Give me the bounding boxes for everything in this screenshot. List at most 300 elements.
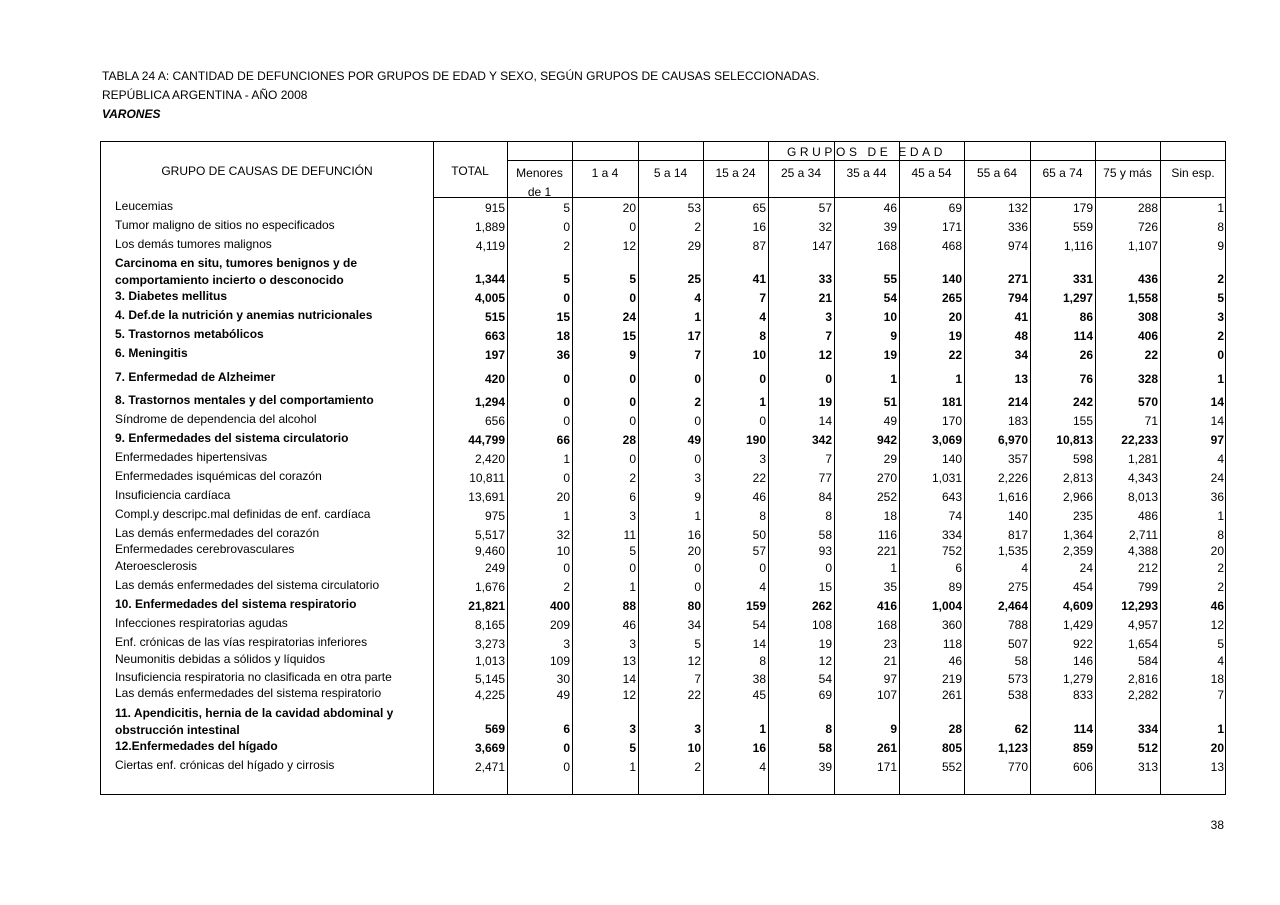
age-cell: 16 [752, 220, 766, 234]
age-cell: 0 [694, 372, 701, 386]
age-cell: 16 [687, 528, 701, 542]
row-label-line: Insuficiencia respiratoria no clasificada en otra parte [115, 670, 392, 684]
age-cell: 331 [1072, 272, 1093, 286]
age-cell: 14 [1210, 414, 1224, 428]
age-cell: 20 [622, 201, 636, 215]
age-cell: 1 [890, 561, 897, 575]
age-cell: 271 [1007, 272, 1028, 286]
age-cell: 62 [1014, 722, 1028, 736]
age-cell: 8,013 [1127, 490, 1158, 504]
row-label [115, 634, 433, 651]
row-label [115, 615, 433, 632]
age-cell: 573 [1007, 672, 1028, 686]
age-cell: 51 [883, 395, 897, 409]
age-cell: 57 [818, 201, 832, 215]
age-cell: 22 [752, 471, 766, 485]
age-cell: 0 [629, 414, 636, 428]
age-cell: 406 [1137, 329, 1158, 343]
age-cell: 1 [694, 509, 701, 523]
age-cell: 155 [1072, 414, 1093, 428]
age-cell: 28 [622, 433, 636, 447]
age-cell: 11 [623, 528, 636, 542]
total-cell: 13,691 [468, 490, 505, 504]
age-cell: 5 [1217, 291, 1224, 305]
age-cell: 8 [759, 329, 766, 343]
age-cell: 0 [694, 452, 701, 466]
total-cell: 3,273 [474, 637, 505, 651]
age-cell: 97 [883, 672, 897, 686]
age-cell: 181 [941, 395, 962, 409]
age-cell: 6 [563, 722, 570, 736]
age-cell: 114 [1073, 722, 1093, 736]
age-cell: 1,279 [1062, 672, 1093, 686]
age-cell: 18 [1210, 672, 1224, 686]
age-cell: 2 [1217, 580, 1224, 594]
age-cell: 0 [629, 395, 636, 409]
row-label [115, 236, 433, 253]
age-cell: 32 [818, 220, 832, 234]
age-cell: 24 [1079, 561, 1093, 575]
row-label-line: comportamiento incierto o desconocido [115, 273, 344, 287]
age-cell: 34 [687, 618, 701, 632]
age-cell: 261 [941, 688, 962, 702]
row-label [115, 669, 433, 686]
age-cell: 45 [752, 688, 766, 702]
age-cell: 13 [622, 654, 636, 668]
age-cell: 118 [942, 637, 962, 651]
age-cell: 46 [948, 654, 962, 668]
age-column-header: 45 a 54 [911, 166, 952, 180]
age-cell: 168 [876, 239, 897, 253]
age-cell: 80 [687, 599, 701, 613]
age-cell: 7 [694, 348, 701, 362]
age-cell: 1 [694, 310, 701, 324]
age-cell: 93 [818, 544, 832, 558]
age-cell: 49 [556, 688, 570, 702]
age-cell: 212 [1137, 561, 1158, 575]
age-cell: 1,535 [997, 544, 1028, 558]
age-cell: 53 [687, 201, 701, 215]
age-column-header: 1 a 4 [591, 166, 619, 180]
row-label-line: Carcinoma en situ, tumores benignos y de [115, 256, 358, 270]
age-cell: 552 [941, 760, 962, 774]
age-cell: 12 [622, 688, 636, 702]
row-label-line: Los demás tumores malignos [115, 237, 272, 251]
age-cell: 88 [622, 599, 636, 613]
age-column-header: 25 a 34 [780, 166, 822, 180]
age-cell: 38 [752, 672, 766, 686]
age-cell: 4 [759, 760, 766, 774]
age-cell: 1,281 [1127, 452, 1158, 466]
age-column-header: 55 a 64 [976, 166, 1018, 180]
age-cell: 15 [818, 580, 832, 594]
age-cell: 86 [1079, 310, 1093, 324]
age-cell: 770 [1007, 760, 1028, 774]
age-cell: 360 [941, 618, 962, 632]
row-label [115, 705, 433, 739]
age-cell: 9 [890, 722, 897, 736]
age-column-header: Menores de 1 [516, 166, 563, 199]
row-label-line: 4. Def.de la nutrición y anemias nutricionales [115, 308, 373, 322]
total-cell: 1,013 [474, 654, 505, 668]
age-column-header: 15 a 24 [715, 166, 756, 180]
age-cell: 20 [948, 310, 962, 324]
age-cell: 57 [752, 544, 766, 558]
total-cell: 1,294 [474, 395, 505, 409]
row-label-line: Insuficiencia cardíaca [115, 488, 231, 502]
age-cell: 171 [876, 760, 897, 774]
age-cell: 147 [811, 239, 832, 253]
age-cell: 8 [825, 722, 832, 736]
age-cell: 34 [1014, 348, 1028, 362]
age-cell: 2,813 [1062, 471, 1093, 485]
age-cell: 19 [883, 348, 897, 362]
row-label [115, 651, 433, 668]
age-cell: 71 [1144, 414, 1158, 428]
age-cell: 20 [556, 490, 570, 504]
age-cell: 2 [563, 580, 570, 594]
age-cell: 7 [759, 291, 766, 305]
row-label [115, 685, 433, 702]
total-cell: 21,821 [468, 599, 505, 613]
age-cell: 22 [1144, 348, 1158, 362]
age-cell: 41 [1014, 310, 1028, 324]
total-cell: 4,005 [474, 291, 505, 305]
age-cell: 22,233 [1121, 433, 1158, 447]
age-cell: 6 [955, 561, 962, 575]
age-cell: 0 [629, 291, 636, 305]
age-cell: 12 [622, 239, 636, 253]
age-cell: 23 [883, 637, 897, 651]
row-label-line: Tumor maligno de sitios no especificados [115, 218, 335, 232]
age-cell: 20 [687, 544, 701, 558]
age-cell: 334 [941, 528, 962, 542]
age-cell: 0 [563, 291, 570, 305]
age-cell: 1,123 [997, 741, 1028, 755]
age-cell: 49 [687, 433, 701, 447]
row-label [115, 558, 433, 575]
age-cell: 14 [1210, 395, 1224, 409]
age-cell: 726 [1137, 220, 1158, 234]
age-cell: 3 [629, 509, 636, 523]
age-cell: 1,116 [1063, 239, 1093, 253]
age-cell: 1,364 [1062, 528, 1093, 542]
age-cell: 974 [1007, 239, 1028, 253]
age-cell: 242 [1072, 395, 1093, 409]
age-cell: 4,957 [1127, 618, 1158, 632]
age-cell: 10 [556, 544, 570, 558]
age-cell: 342 [811, 433, 832, 447]
age-cell: 4 [759, 580, 766, 594]
age-cell: 833 [1072, 688, 1093, 702]
age-cell: 30 [556, 672, 570, 686]
age-cell: 9 [1217, 239, 1224, 253]
age-cell: 132 [1007, 201, 1028, 215]
age-cell: 179 [1072, 201, 1093, 215]
age-cell: 114 [1073, 329, 1093, 343]
row-label-line: Enfermedades isquémicas del corazón [115, 469, 322, 483]
row-label-line: 5. Trastornos metabólicos [115, 327, 264, 341]
age-cell: 5 [694, 637, 701, 651]
age-cell: 12 [818, 348, 832, 362]
total-cell: 44,799 [468, 433, 505, 447]
age-cell: 1 [759, 395, 766, 409]
age-cell: 9 [890, 329, 897, 343]
row-label-line: Neumonitis debidas a sólidos y líquidos [115, 652, 326, 666]
age-cell: 1,031 [931, 471, 962, 485]
age-cell: 507 [1007, 637, 1028, 651]
age-cell: 4,609 [1062, 599, 1093, 613]
age-cell: 3 [629, 637, 636, 651]
age-cell: 159 [745, 599, 766, 613]
age-cell: 9 [694, 490, 701, 504]
age-column-header: 75 y más [1103, 166, 1152, 180]
age-cell: 168 [876, 618, 897, 632]
age-cell: 7 [1217, 688, 1224, 702]
age-cell: 0 [563, 220, 570, 234]
age-cell: 2 [694, 220, 701, 234]
age-cell: 8 [759, 509, 766, 523]
age-cell: 13 [1210, 760, 1224, 774]
age-cell: 265 [941, 291, 962, 305]
row-label [115, 757, 433, 774]
age-cell: 14 [622, 672, 636, 686]
age-cell: 66 [556, 433, 570, 447]
age-cell: 24 [622, 310, 636, 324]
age-cell: 0 [563, 372, 570, 386]
row-label [115, 468, 433, 485]
row-label [115, 487, 433, 504]
age-cell: 3 [563, 637, 570, 651]
age-cell: 18 [883, 509, 897, 523]
age-cell: 313 [1137, 760, 1158, 774]
age-cell: 538 [1007, 688, 1028, 702]
total-cell: 4,225 [474, 688, 505, 702]
age-cell: 7 [825, 329, 832, 343]
age-cell: 559 [1072, 220, 1093, 234]
age-cell: 183 [1007, 414, 1028, 428]
age-cell: 6,970 [997, 433, 1028, 447]
age-cell: 6 [629, 490, 636, 504]
age-cell: 107 [876, 688, 897, 702]
age-cell: 22 [687, 688, 701, 702]
age-cell: 2 [1217, 272, 1224, 286]
age-cell: 270 [876, 471, 897, 485]
age-cell: 0 [825, 372, 832, 386]
age-cell: 1 [563, 509, 570, 523]
row-label [115, 307, 433, 324]
age-cell: 46 [622, 618, 636, 632]
row-label [115, 449, 433, 466]
age-cell: 19 [948, 329, 962, 343]
total-cell: 2,420 [474, 452, 505, 466]
table-subtitle: REPÚBLICA ARGENTINA - AÑO 2008 [102, 88, 308, 102]
age-cell: 235 [1072, 509, 1093, 523]
row-label-line: 10. Enfermedades del sistema respiratorio [115, 597, 357, 611]
age-column-header: Sin esp. [1171, 166, 1215, 180]
age-cell: 336 [1007, 220, 1028, 234]
row-label-line: Enfermedades cerebrovasculares [115, 542, 295, 556]
age-cell: 0 [1217, 348, 1224, 362]
age-cell: 1,654 [1127, 637, 1158, 651]
table-title: TABLA 24 A: CANTIDAD DE DEFUNCIONES POR GRUPOS DE EDAD Y SEXO, SEGÚN GRUPOS DE CAUSAS SELECCIONADAS. [102, 69, 820, 83]
age-cell: 12 [1210, 618, 1224, 632]
age-cell: 16 [752, 741, 766, 755]
age-cell: 19 [818, 395, 832, 409]
age-cell: 46 [752, 490, 766, 504]
age-cell: 140 [941, 272, 962, 286]
age-cell: 12 [687, 654, 701, 668]
age-cell: 35 [883, 580, 897, 594]
age-cell: 486 [1137, 509, 1158, 523]
age-cell: 4 [694, 291, 701, 305]
age-cell: 109 [549, 654, 570, 668]
row-label-line: 11. Apendicitis, hernia de la cavidad abdominal y [115, 706, 394, 720]
total-cell: 1,344 [474, 272, 505, 286]
age-cell: 32 [556, 528, 570, 542]
row-label-line: Las demás enfermedades del sistema circulatorio [115, 578, 380, 592]
age-cell: 2,711 [1128, 528, 1158, 542]
age-cell: 46 [1210, 599, 1224, 613]
total-column-header: TOTAL [451, 164, 489, 178]
age-cell: 10 [687, 741, 701, 755]
total-cell: 249 [484, 561, 505, 575]
age-cell: 14 [818, 414, 832, 428]
age-cell: 7 [825, 452, 832, 466]
row-label [115, 198, 433, 215]
age-cell: 8 [825, 509, 832, 523]
age-cell: 76 [1079, 372, 1093, 386]
age-cell: 146 [1072, 654, 1093, 668]
age-cell: 58 [818, 741, 832, 755]
age-cell: 1 [890, 372, 897, 386]
age-cell: 8 [1217, 528, 1224, 542]
row-label [115, 411, 433, 428]
age-cell: 170 [941, 414, 962, 428]
page-number: 38 [1210, 818, 1224, 832]
age-cell: 1 [1217, 509, 1224, 523]
row-label-line: Ateroesclerosis [115, 559, 198, 573]
row-label [115, 288, 433, 305]
row-label-line: obstrucción intestinal [115, 723, 240, 737]
age-cell: 8 [1217, 220, 1224, 234]
total-cell: 420 [484, 372, 505, 386]
age-cell: 788 [1007, 618, 1028, 632]
age-cell: 54 [818, 672, 832, 686]
age-cell: 36 [1210, 490, 1224, 504]
row-label [115, 577, 433, 594]
age-cell: 22 [948, 348, 962, 362]
age-cell: 19 [818, 637, 832, 651]
age-cell: 2,966 [1062, 490, 1093, 504]
total-cell: 915 [484, 201, 505, 215]
age-cell: 4 [1217, 654, 1224, 668]
age-cell: 0 [563, 561, 570, 575]
age-cell: 752 [941, 544, 962, 558]
groups-divider [507, 160, 1226, 161]
row-label-line: Compl.y descripc.mal definidas de enf. cardíaca [115, 507, 371, 521]
age-cell: 54 [752, 618, 766, 632]
age-cell: 84 [818, 490, 832, 504]
age-cell: 50 [752, 528, 766, 542]
age-cell: 58 [1014, 654, 1028, 668]
age-cell: 1 [1217, 201, 1224, 215]
age-cell: 1,558 [1127, 291, 1158, 305]
age-cell: 0 [563, 471, 570, 485]
age-cell: 5 [563, 272, 570, 286]
age-cell: 942 [876, 433, 897, 447]
age-cell: 5 [629, 544, 636, 558]
age-cell: 49 [883, 414, 897, 428]
age-cell: 2,282 [1127, 688, 1158, 702]
age-cell: 0 [563, 395, 570, 409]
total-cell: 569 [484, 722, 505, 736]
age-cell: 171 [941, 220, 962, 234]
row-label [115, 506, 433, 523]
row-label-line: Infecciones respiratorias agudas [115, 616, 288, 630]
total-cell: 515 [484, 310, 505, 324]
total-cell: 663 [484, 329, 505, 343]
row-label [115, 525, 433, 542]
age-cell: 74 [948, 509, 962, 523]
age-cell: 10 [752, 348, 766, 362]
age-cell: 308 [1137, 310, 1158, 324]
age-cell: 357 [1007, 452, 1028, 466]
age-cell: 0 [694, 580, 701, 594]
row-label [115, 596, 433, 613]
age-cell: 598 [1072, 452, 1093, 466]
age-cell: 214 [1007, 395, 1028, 409]
sex-label: VARONES [102, 107, 161, 121]
age-cell: 65 [752, 201, 766, 215]
row-label [115, 738, 433, 755]
age-cell: 512 [1137, 741, 1158, 755]
row-label-line: 8. Trastornos mentales y del comportamiento [115, 393, 374, 407]
age-cell: 584 [1137, 654, 1158, 668]
age-cell: 219 [941, 672, 962, 686]
age-cell: 4 [759, 310, 766, 324]
age-cell: 97 [1210, 433, 1224, 447]
total-cell: 5,517 [474, 528, 505, 542]
age-cell: 2,359 [1062, 544, 1093, 558]
age-cell: 41 [752, 272, 766, 286]
age-cell: 25 [687, 272, 701, 286]
age-cell: 2 [629, 471, 636, 485]
age-cell: 1 [1217, 722, 1224, 736]
age-cell: 3 [1217, 310, 1224, 324]
age-cell: 39 [818, 760, 832, 774]
age-cell: 221 [876, 544, 897, 558]
row-label-line: Leucemias [115, 199, 174, 213]
age-cell: 5 [563, 201, 570, 215]
age-cell: 1,004 [931, 599, 962, 613]
age-cell: 13 [1014, 372, 1028, 386]
age-cell: 2 [563, 239, 570, 253]
age-cell: 116 [877, 528, 897, 542]
age-cell: 3 [825, 310, 832, 324]
age-cell: 0 [694, 414, 701, 428]
age-cell: 3 [629, 722, 636, 736]
age-cell: 77 [818, 471, 832, 485]
age-cell: 4,343 [1127, 471, 1158, 485]
age-cell: 12 [818, 654, 832, 668]
age-cell: 0 [629, 220, 636, 234]
row-label-line: Enfermedades hipertensivas [115, 450, 268, 464]
row-label-line: Las demás enfermedades del corazón [115, 526, 320, 540]
age-cell: 1 [955, 372, 962, 386]
row-label [115, 430, 433, 447]
age-cell: 0 [563, 741, 570, 755]
